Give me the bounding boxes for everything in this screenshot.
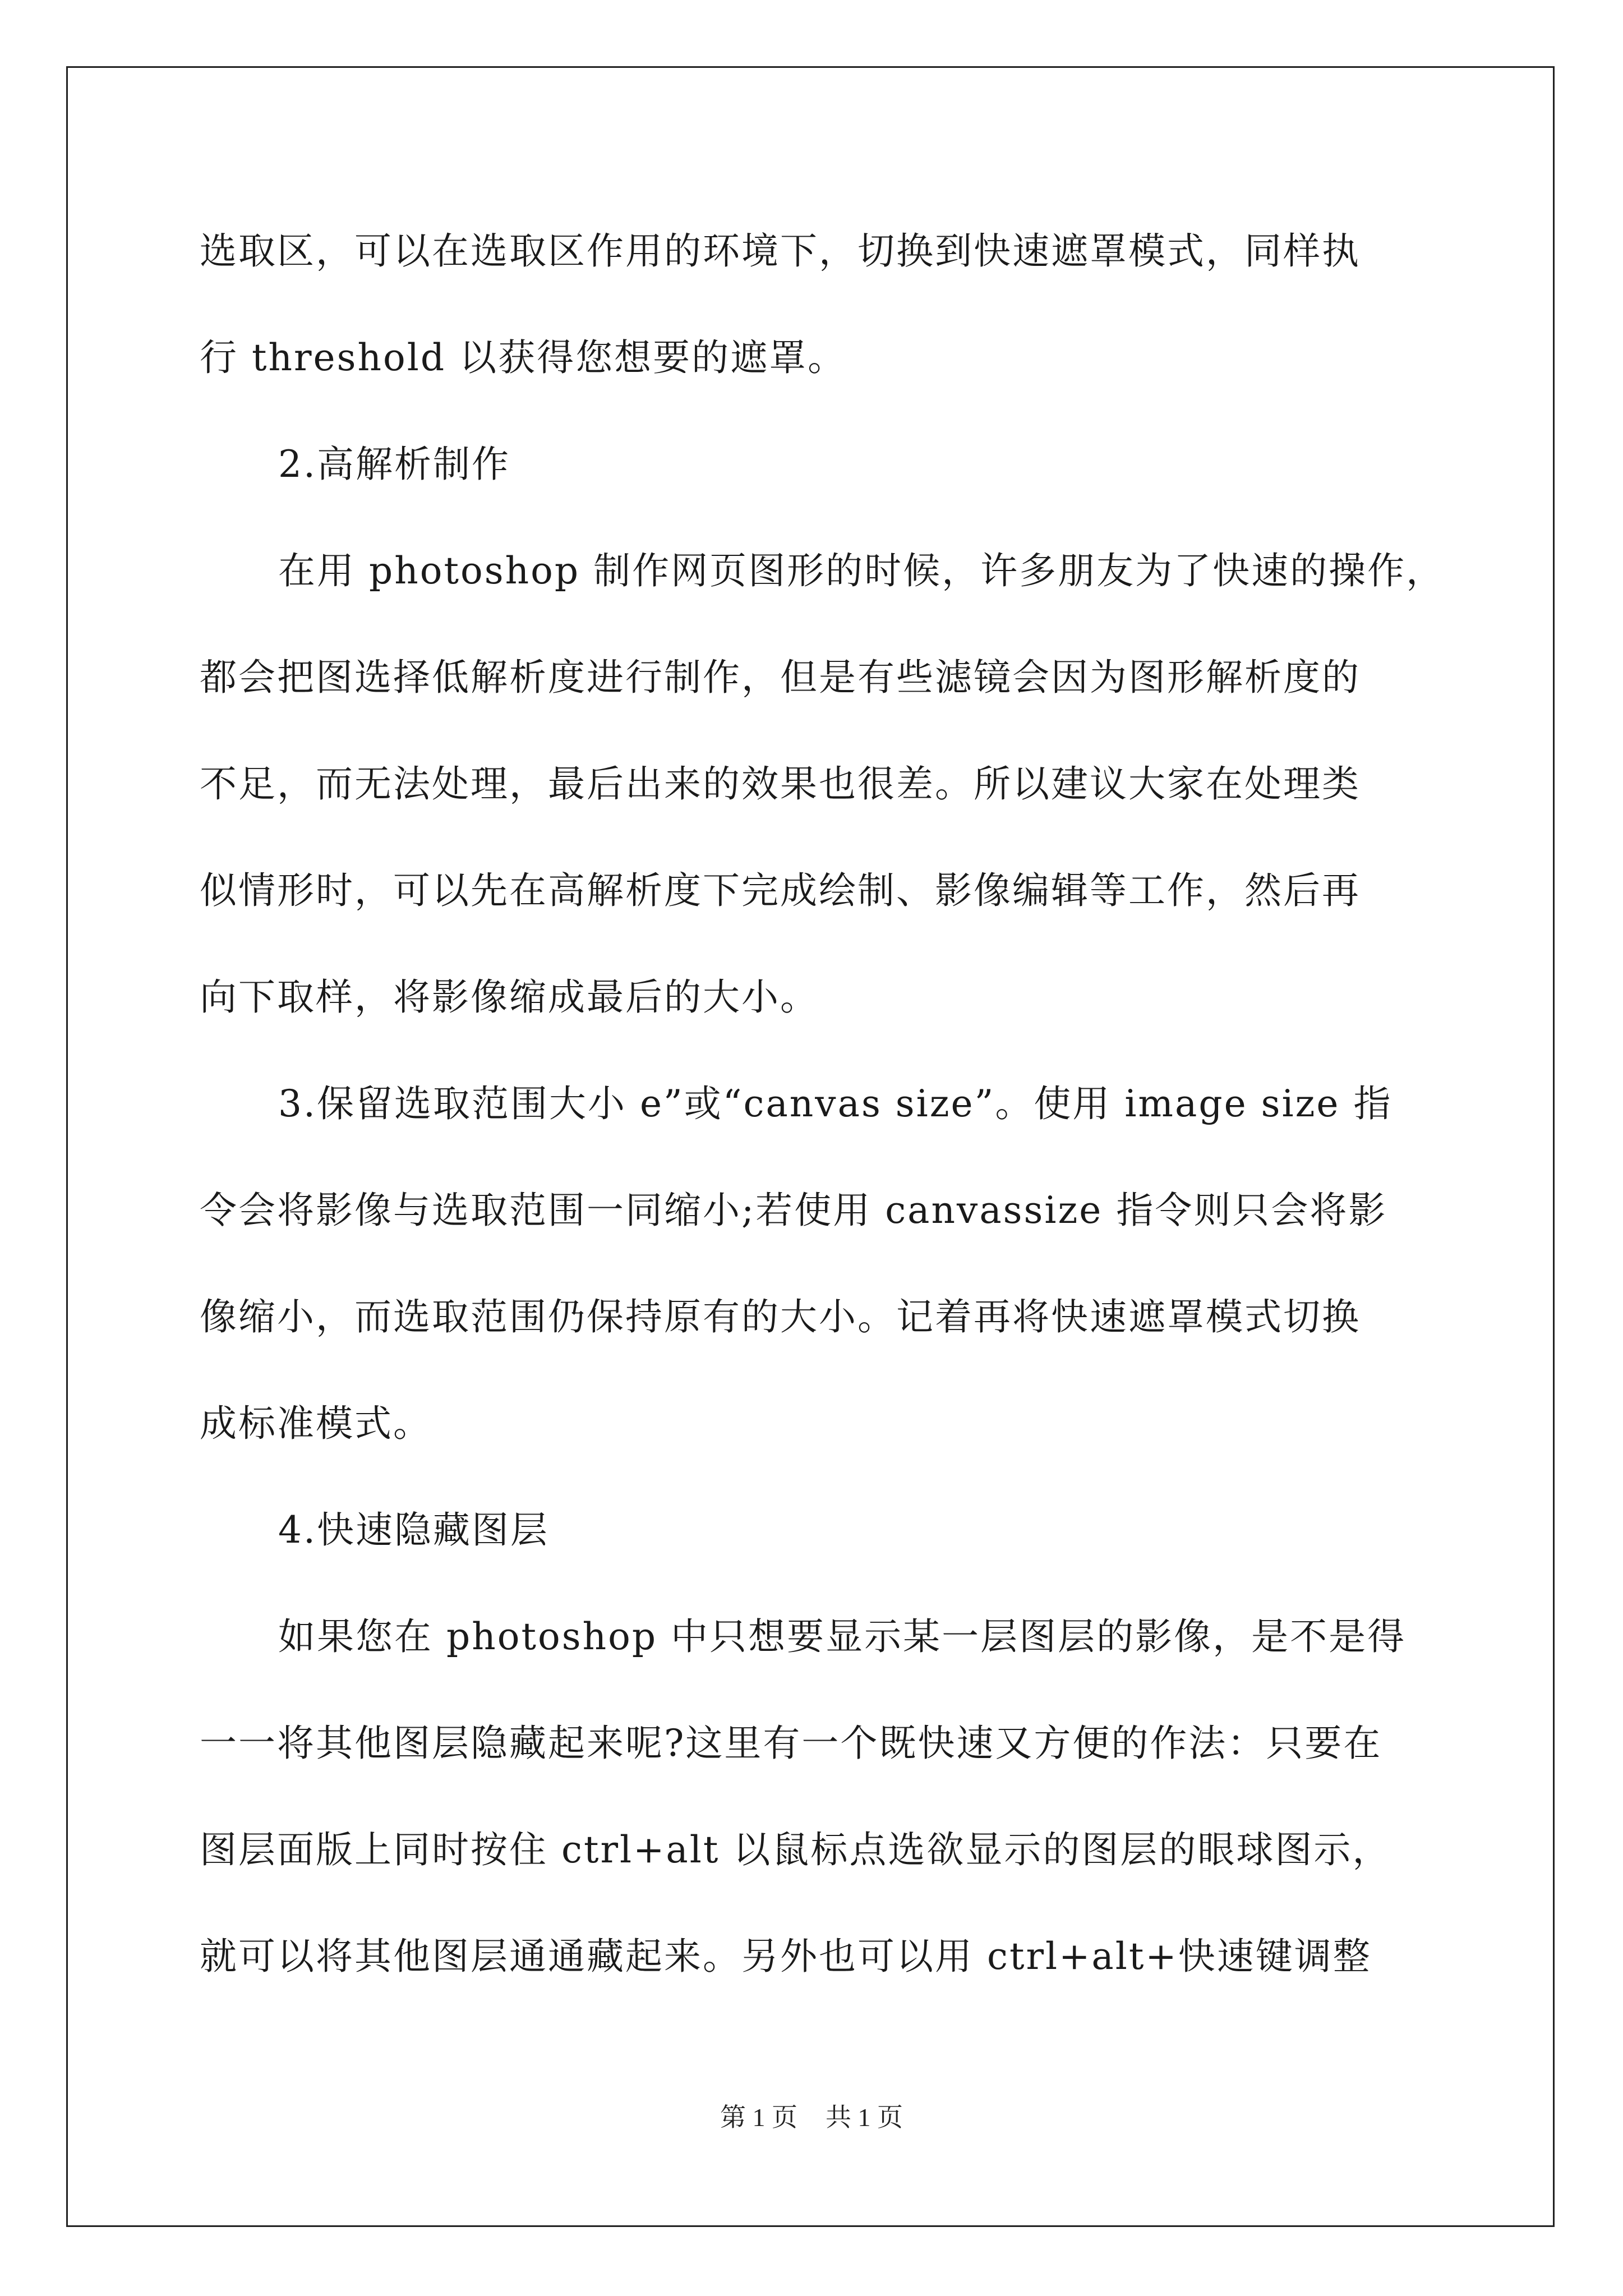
section-heading: 2.高解析制作 xyxy=(278,443,510,486)
page-total: 共 1 页 xyxy=(826,2103,903,2132)
text-line: 向下取样，将影像缩成最后的大小。 xyxy=(200,976,819,1019)
text-line: 在用 photoshop 制作网页图形的时候，许多朋友为了快速的操作， xyxy=(278,549,1445,592)
page-number: 第 1 页 xyxy=(720,2103,797,2132)
text-line: 图层面版上同时按住 ctrl+alt 以鼠标点选欲显示的图层的眼球图示， xyxy=(200,1828,1391,1871)
text-line: 像缩小，而选取范围仍保持原有的大小。记着再将快速遮罩模式切换 xyxy=(200,1295,1361,1338)
text-line: 如果您在 photoshop 中只想要显示某一层图层的影像，是不是得 xyxy=(278,1615,1407,1658)
text-line: 似情形时，可以先在高解析度下完成绘制、影像编辑等工作，然后再 xyxy=(200,869,1361,912)
text-line: 行 threshold 以获得您想要的遮罩。 xyxy=(200,336,847,379)
text-line: 成标准模式。 xyxy=(200,1402,432,1445)
section-heading: 3.保留选取范围大小 e”或“canvas size”。使用 image size 指 xyxy=(278,1082,1393,1125)
text-line: 不足，而无法处理，最后出来的效果也很差。所以建议大家在处理类 xyxy=(200,762,1361,806)
section-heading: 4.快速隐藏图层 xyxy=(278,1508,549,1552)
text-line: 选取区，可以在选取区作用的环境下，切换到快速遮罩模式，同样执 xyxy=(200,229,1361,273)
text-line: 就可以将其他图层通通藏起来。另外也可以用 ctrl+alt+快速键调整 xyxy=(200,1935,1372,1978)
text-line: 一一将其他图层隐藏起来呢?这里有一个既快速又方便的作法：只要在 xyxy=(200,1722,1382,1765)
text-line: 令会将影像与选取范围一同缩小;若使用 canvassize 指令则只会将影 xyxy=(200,1189,1387,1232)
text-line: 都会把图选择低解析度进行制作，但是有些滤镜会因为图形解析度的 xyxy=(200,656,1361,699)
page-footer xyxy=(0,2101,1623,2134)
document-body xyxy=(200,218,1445,2030)
